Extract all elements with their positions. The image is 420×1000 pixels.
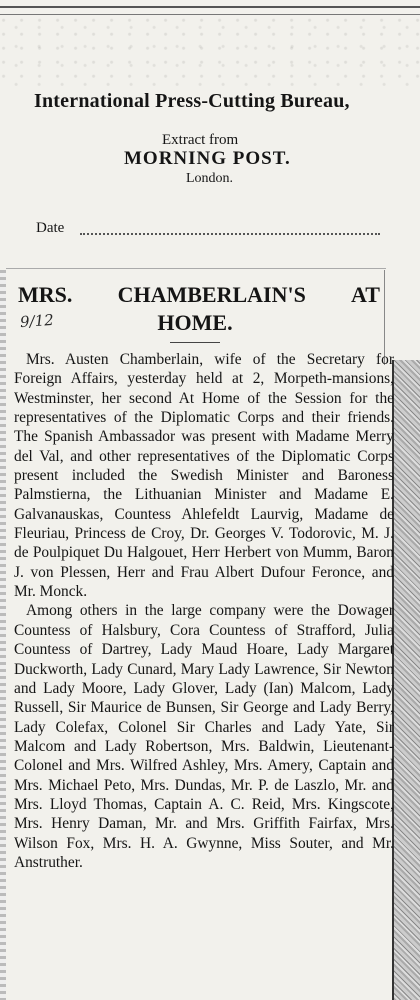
headline-line-2: HOME. — [157, 310, 233, 335]
date-label: Date — [36, 220, 65, 236]
headline-line-1 — [18, 282, 380, 308]
newspaper-name: MORNING POST. — [124, 148, 291, 169]
article-paragraph: Mrs. Austen Chamberlain, wife of the Secretary for Foreign Affairs, yesterday held at 2, Morpeth-mansions, Westminster, her second At Home of the Session for the representatives of the Diplomatic Corps and their friends. The Spanish Ambassador was present with Madame Merry del Val, and other representatives of the Diplomatic Corps present included the Swedish Minister and Baroness Palmstierna, the Lithuanian Minister and Madame E. Galvanauskas, Countess Ahlefeldt Laurvig, Madame de Fleuriau, Princess de Croy, Dr. Georges V. Todorovic, M. J. de Poulpiquet Du Halgouet, Herr Herbert von Mumm, Baron J. von Plessen, Herr and Frau Albert Dufour Feronce, and Mr. Monck. — [14, 351, 394, 601]
headline-word: MRS. — [18, 282, 73, 307]
bureau-title: International Press-Cutting Bureau, — [34, 90, 350, 112]
left-edge-shadow — [0, 270, 6, 1000]
headline-underline — [170, 342, 220, 343]
right-edge-texture — [392, 360, 420, 1000]
handwritten-note: 9/12 — [19, 310, 55, 332]
top-border-rule — [0, 6, 420, 15]
newspaper-city: London. — [186, 171, 234, 186]
date-dotted-line — [80, 233, 380, 235]
clipping-top-edge — [6, 268, 386, 269]
scan-noise — [0, 16, 420, 86]
headline-word: CHAMBERLAIN'S — [117, 282, 306, 307]
extract-label: Extract from — [162, 132, 239, 148]
article-body — [14, 350, 394, 872]
headline-word: AT — [351, 282, 380, 307]
article-paragraph: Among others in the large company were the Dowager Countess of Halsbury, Cora Countess of Strafford, Julia Countess of Dartrey, Lady Maud Hoare, Lady Margaret Duckworth, Lady Cunard, Mary Lady Lawrence, Sir Newton and Lady Moore, Lady Glover, Lady (Ian) Malcom, Lady Russell, Sir Maurice de Bunsen, Sir George and Lady Berry, Lady Colefax, Colonel Sir Charles and Lady Yate, Sir Malcom and Lady Robertson, Mrs. Baldwin, Lieutenant-Colonel and Mrs. Wilfred Ashley, Mrs. Amery, Captain and Mrs. Michael Peto, Mrs. Dundas, Mr. P. de Laszlo, Mr. and Mrs. Lloyd Thomas, Captain A. C. Reid, Mrs. Kingscote, Mrs. Henry Daman, Mr. and Mrs. Griffith Fairfax, Mrs. Wilson Fox, Mrs. H. A. Gwynne, Miss Souter, and Mr. Anstruther. — [14, 602, 394, 871]
